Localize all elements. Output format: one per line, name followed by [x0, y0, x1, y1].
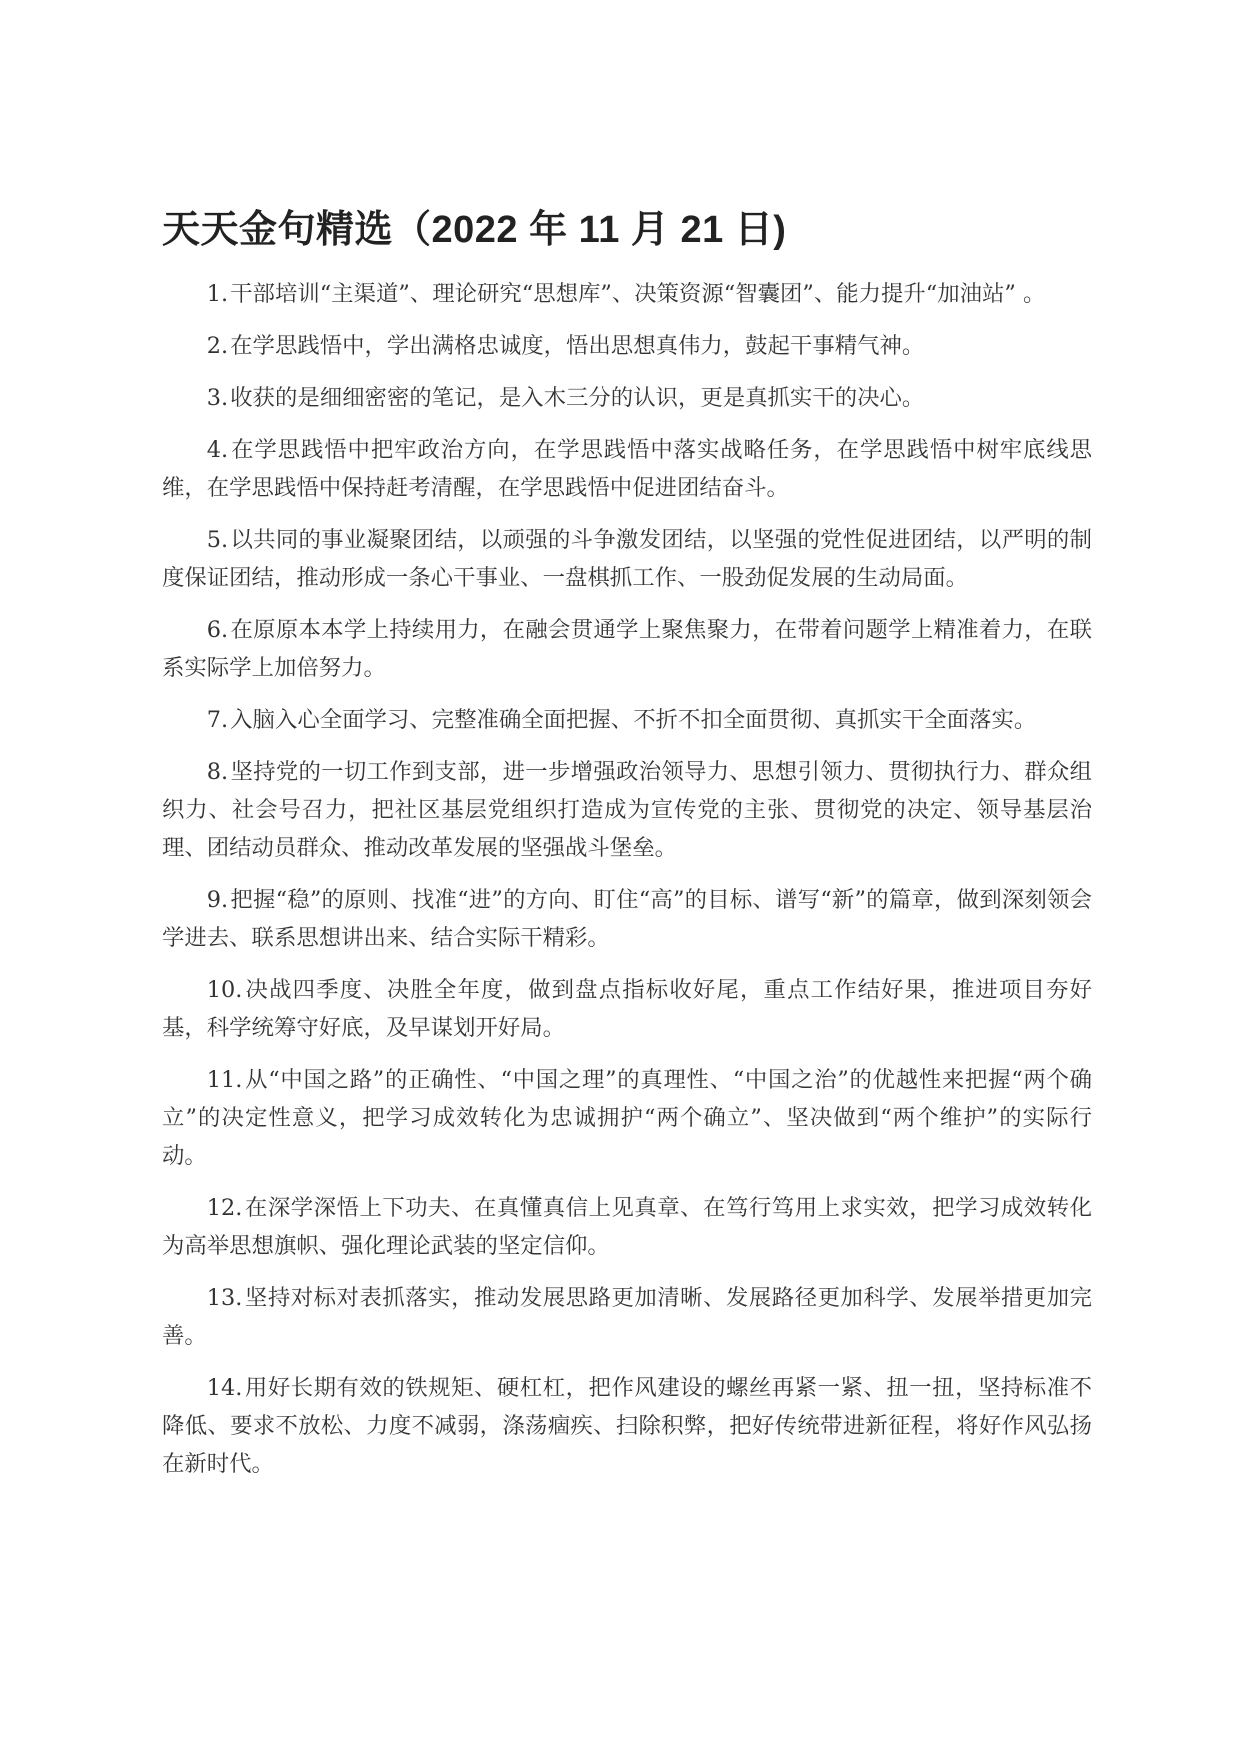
quote-text: 干部培训“主渠道”、理论研究“思想库”、决策资源“智囊团”、能力提升“加油站” 。 [230, 281, 1046, 307]
quote-number: 4. [206, 437, 229, 463]
quote-text: 把握“稳”的原则、找准“进”的方向、盯住“高”的目标、谱写“新”的篇章，做到深刻领会学进去、联系思想讲出来、结合实际干精彩。 [162, 887, 1092, 951]
quote-text: 从“中国之路”的正确性、“中国之理”的真理性、“中国之治”的优越性来把握“两个确立”的决定性意义，把学习成效转化为忠诚拥护“两个确立”、坚决做到“两个维护”的实际行动。 [162, 1067, 1092, 1169]
quote-number: 6. [206, 617, 229, 643]
quote-item [162, 521, 1092, 597]
quote-item [162, 971, 1092, 1047]
quote-item [162, 1279, 1092, 1355]
quote-text: 决战四季度、决胜全年度，做到盘点指标收好尾，重点工作结好果，推进项目夯好基，科学统筹守好底，及早谋划开好局。 [162, 977, 1092, 1041]
quote-item [162, 1189, 1092, 1265]
quote-text: 坚持党的一切工作到支部，进一步增强政治领导力、思想引领力、贯彻执行力、群众组织力、社会号召力，把社区基层党组织打造成为宣传党的主张、贯彻党的决定、领导基层治理、团结动员群众、推动改革发展的坚强战斗堡垒。 [162, 759, 1092, 861]
quote-text: 收获的是细细密密的笔记，是入木三分的认识，更是真抓实干的决心。 [230, 385, 925, 411]
quote-text: 以共同的事业凝聚团结，以顽强的斗争激发团结，以坚强的党性促进团结，以严明的制度保证团结，推动形成一条心干事业、一盘棋抓工作、一股劲促发展的生动局面。 [162, 527, 1092, 591]
quote-text: 坚持对标对表抓落实，推动发展思路更加清晰、发展路径更加科学、发展举措更加完善。 [162, 1285, 1092, 1349]
quote-text: 在深学深悟上下功夫、在真懂真信上见真章、在笃行笃用上求实效，把学习成效转化为高举思想旗帜、强化理论武装的坚定信仰。 [162, 1195, 1092, 1259]
quote-item [162, 1369, 1092, 1483]
quote-number: 11. [206, 1067, 243, 1093]
quote-number: 8. [206, 759, 229, 785]
quote-text: 在原原本本学上持续用力，在融会贯通学上聚焦聚力，在带着问题学上精准着力，在联系实际学上加倍努力。 [162, 617, 1092, 681]
quote-number: 10. [206, 977, 243, 1003]
quote-item [162, 701, 1092, 739]
quote-item [162, 327, 1092, 365]
quote-number: 3. [206, 385, 229, 411]
quote-text: 用好长期有效的铁规矩、硬杠杠，把作风建设的螺丝再紧一紧、扭一扭，坚持标准不降低、要求不放松、力度不减弱，涤荡痼疾、扫除积弊，把好传统带进新征程，将好作风弘扬在新时代。 [162, 1375, 1092, 1477]
quote-item [162, 611, 1092, 687]
quote-number: 1. [206, 281, 229, 307]
quote-number: 9. [206, 887, 229, 913]
quote-number: 7. [206, 707, 229, 733]
quote-text: 在学思践悟中，学出满格忠诚度，悟出思想真伟力，鼓起干事精气神。 [230, 333, 925, 359]
document-title: 天天金句精选（2022 年 11 月 21 日) [162, 209, 787, 251]
quote-item [162, 275, 1092, 313]
quote-list [162, 275, 1092, 1483]
quote-number: 12. [206, 1195, 243, 1221]
quote-number: 5. [206, 527, 229, 553]
quote-item [162, 881, 1092, 957]
quote-item [162, 431, 1092, 507]
document-page [162, 205, 1092, 1497]
quote-text: 入脑入心全面学习、完整准确全面把握、不折不扣全面贯彻、真抓实干全面落实。 [230, 707, 1037, 733]
quote-item [162, 753, 1092, 867]
quote-number: 2. [206, 333, 229, 359]
quote-number: 13. [206, 1285, 243, 1311]
quote-number: 14. [206, 1375, 243, 1401]
quote-item [162, 1061, 1092, 1175]
quote-text: 在学思践悟中把牢政治方向，在学思践悟中落实战略任务，在学思践悟中树牢底线思维，在学思践悟中保持赶考清醒，在学思践悟中促进团结奋斗。 [162, 437, 1092, 501]
quote-item [162, 379, 1092, 417]
